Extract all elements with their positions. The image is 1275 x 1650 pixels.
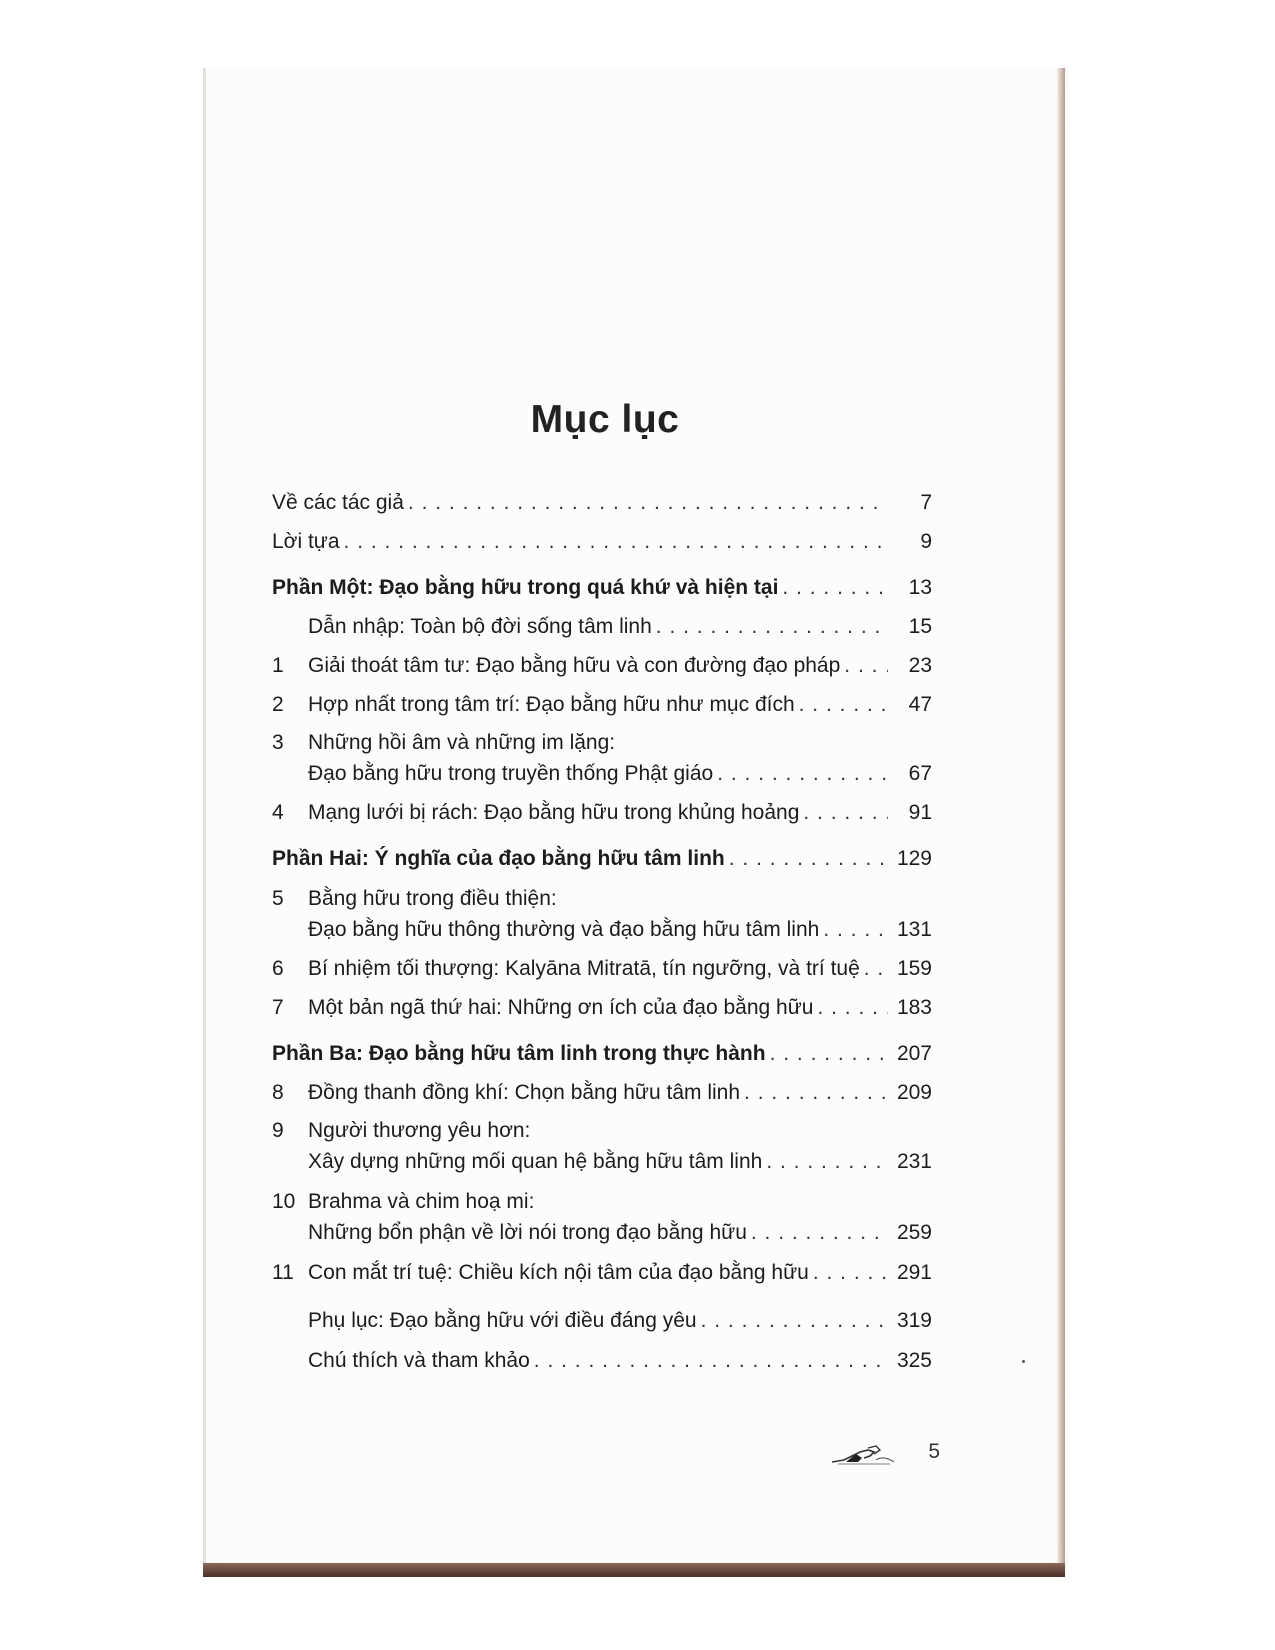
toc-entry-title: Giải thoát tâm tư: Đạo bằng hữu và con đường đạo pháp [308, 654, 841, 677]
chapter-number: 7 [272, 996, 284, 1019]
chapter-number: 3 [272, 731, 284, 754]
leader-dots [864, 954, 888, 984]
toc-entry-title: Một bản ngã thứ hai: Những ơn ích của đạo bằng hữu [308, 996, 814, 1019]
leader-dots [534, 1346, 888, 1376]
toc-entry-page: 183 [896, 996, 932, 1019]
chapter-number: 10 [272, 1190, 296, 1213]
toc-entry-page: 91 [908, 801, 932, 824]
chapter-number: 11 [272, 1261, 294, 1284]
chapter-number: 9 [272, 1119, 284, 1142]
toc-entry-title: Đạo bằng hữu thông thường và đạo bằng hữu tâm linh [308, 918, 820, 941]
toc-entry-title: Mạng lưới bị rách: Đạo bằng hữu trong khủng hoảng [308, 801, 800, 824]
leader-dots [717, 759, 888, 789]
page-footer [830, 1440, 940, 1470]
leader-dots [803, 798, 888, 828]
leader-dots [751, 1218, 888, 1248]
toc-entry-page: 67 [908, 762, 932, 785]
toc-entry-page: 7 [920, 491, 932, 514]
toc-entry-title: Đồng thanh đồng khí: Chọn bằng hữu tâm linh [308, 1081, 741, 1104]
leader-dots [766, 1147, 888, 1177]
toc-entry-title-line1: Người thương yêu hơn: [308, 1119, 531, 1142]
toc-entry-title: Phần Một: Đạo bằng hữu trong quá khứ và hiện tại [272, 576, 779, 599]
toc-entry-title: Đạo bằng hữu trong truyền thống Phật giáo [308, 762, 714, 785]
leader-dots [656, 612, 888, 642]
toc-entry-title: Chú thích và tham khảo [308, 1349, 530, 1372]
leader-dots [729, 844, 888, 874]
toc-entry-page: 129 [896, 847, 932, 870]
page-title: Mục lục [530, 398, 680, 442]
toc-entry-title: Dẫn nhập: Toàn bộ đời sống tâm linh [308, 615, 652, 638]
toc-entry-page: 159 [896, 957, 932, 980]
page-number: 5 [928, 1440, 940, 1463]
toc-entry-title: Con mắt trí tuệ: Chiều kích nội tâm của đạo bằng hữu [308, 1261, 809, 1284]
toc-entry-page: 325 [896, 1349, 932, 1372]
toc-entry-title-line1: Brahma và chim hoạ mi: [308, 1190, 535, 1213]
toc-entry-title: Lời tựa [272, 530, 340, 553]
leader-dots [844, 651, 888, 681]
toc-entry-title: Phần Hai: Ý nghĩa của đạo bằng hữu tâm linh [272, 847, 725, 870]
chapter-number: 5 [272, 887, 284, 910]
chapter-number: 8 [272, 1081, 284, 1104]
toc-entry-title-line1: Bằng hữu trong điều thiện: [308, 887, 557, 910]
page-edge-right [1057, 68, 1065, 1568]
leader-dots [823, 915, 888, 945]
toc-entry-page: 207 [896, 1042, 932, 1065]
leader-dots [744, 1078, 888, 1108]
toc-entry-page: 319 [896, 1309, 932, 1332]
leader-dots [408, 488, 888, 518]
leader-dots [817, 993, 888, 1023]
chapter-number: 6 [272, 957, 284, 980]
toc-entry-page: 13 [908, 576, 932, 599]
leader-dots [770, 1039, 888, 1069]
toc-entry-page: 259 [896, 1221, 932, 1244]
toc-entry-page: 231 [896, 1150, 932, 1173]
leader-dots [782, 573, 888, 603]
page-edge-bottom [203, 1563, 1065, 1577]
leader-dots [799, 690, 888, 720]
toc-entry-page: 23 [908, 654, 932, 677]
sketch-ornament-icon [830, 1442, 904, 1468]
toc-entry-page: 9 [920, 530, 932, 553]
scan-speck [1022, 1360, 1025, 1363]
chapter-number: 1 [272, 654, 284, 677]
toc-entry-title: Về các tác giả [272, 491, 404, 514]
leader-dots [344, 527, 888, 557]
toc-entry-title: Hợp nhất trong tâm trí: Đạo bằng hữu như mục đích [308, 693, 795, 716]
toc-entry-title: Những bổn phận về lời nói trong đạo bằng hữu [308, 1221, 747, 1244]
toc-entry-page: 209 [896, 1081, 932, 1104]
toc-entry-page: 291 [896, 1261, 932, 1284]
toc-entry-page: 47 [908, 693, 932, 716]
toc-entry-title-line1: Những hồi âm và những im lặng: [308, 731, 616, 754]
leader-dots [813, 1258, 888, 1288]
toc-entry-title: Bí nhiệm tối thượng: Kalyāna Mitratā, tín ngưỡng, và trí tuệ [308, 957, 860, 980]
leader-dots [701, 1306, 888, 1336]
chapter-number: 4 [272, 801, 284, 824]
toc-entry-title: Xây dựng những mối quan hệ bằng hữu tâm linh [308, 1150, 763, 1173]
toc-entry-page: 15 [908, 615, 932, 638]
toc-entry-page: 131 [896, 918, 932, 941]
chapter-number: 2 [272, 693, 284, 716]
toc-entry-title: Phụ lục: Đạo bằng hữu với điều đáng yêu [308, 1309, 697, 1332]
toc-entry-title: Phần Ba: Đạo bằng hữu tâm linh trong thực hành [272, 1042, 766, 1065]
